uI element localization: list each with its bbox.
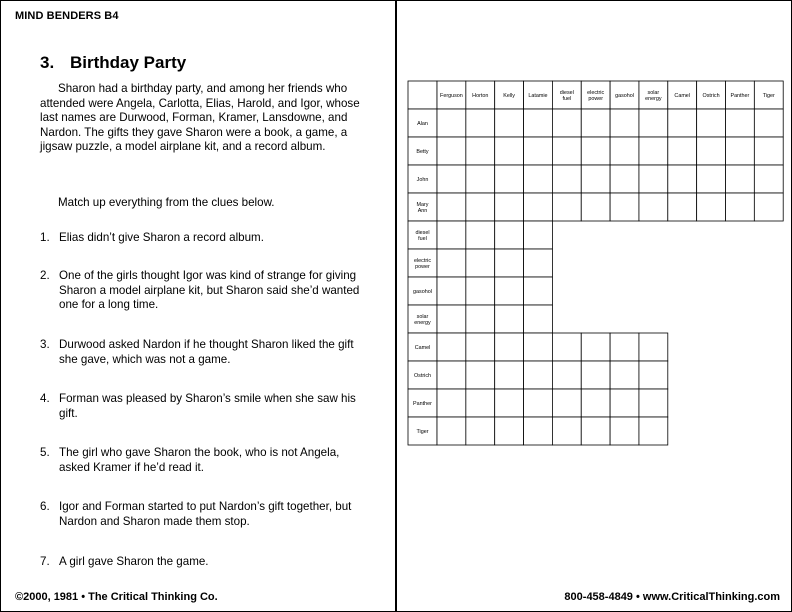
grid-cell[interactable] <box>466 193 495 221</box>
grid-cell[interactable] <box>466 389 495 417</box>
grid-cell[interactable] <box>466 333 495 361</box>
grid-cell[interactable] <box>668 109 697 137</box>
problem-intro: Sharon had a birthday party, and among her friends who attended were Angela, Carlotta, Elias, Harold, and Igor, whose last names are Durwood, Forman, Kramer, Lansdowne, and Nardon. The gifts they gave Sharon were a book, a game, a jigsaw puzzle, a model airplane kit, and a record album. <box>40 82 360 154</box>
grid-cell[interactable] <box>466 137 495 165</box>
grid-cell[interactable] <box>552 109 581 137</box>
clue-number: 2. <box>40 269 50 282</box>
grid-cell[interactable] <box>581 137 610 165</box>
grid-cell[interactable] <box>754 165 783 193</box>
grid-cell[interactable] <box>524 249 553 277</box>
grid-row-label: Alan <box>417 121 428 127</box>
grid-cell[interactable] <box>610 333 639 361</box>
grid-cell[interactable] <box>754 137 783 165</box>
grid-column-label: Horton <box>472 93 489 99</box>
grid-cell[interactable] <box>610 109 639 137</box>
grid-cell[interactable] <box>437 109 466 137</box>
grid-cell[interactable] <box>495 165 524 193</box>
grid-row-label: Tiger <box>416 429 429 435</box>
clue-text: Igor and Forman started to put Nardon’s gift together, but Nardon and Sharon made them stop. <box>59 500 352 528</box>
grid-column-label: Tiger <box>762 93 775 99</box>
grid-column-label: Ferguson <box>440 93 463 99</box>
grid-cell[interactable] <box>466 305 495 333</box>
grid-cell[interactable] <box>495 193 524 221</box>
grid-cell[interactable] <box>610 193 639 221</box>
grid-cell[interactable] <box>610 137 639 165</box>
grid-cell[interactable] <box>437 333 466 361</box>
grid-row-label: solar energy <box>414 313 431 327</box>
grid-cell[interactable] <box>437 249 466 277</box>
series-title: MIND BENDERS B4 <box>15 10 119 22</box>
grid-row-label: electric power <box>413 257 432 271</box>
grid-column-label: electric power <box>587 89 605 103</box>
grid-row-label: Ostrich <box>413 373 432 379</box>
grid-column-label: gasohol <box>615 93 634 99</box>
clue-number: 4. <box>40 392 50 405</box>
grid-cell[interactable] <box>726 193 755 221</box>
grid-cell[interactable] <box>726 165 755 193</box>
grid-cell[interactable] <box>437 137 466 165</box>
footer-copyright: ©2000, 1981 • The Critical Thinking Co. <box>15 591 218 603</box>
grid-cell[interactable] <box>524 109 553 137</box>
grid-cell[interactable] <box>639 333 668 361</box>
grid-row-label: Camel <box>414 345 431 351</box>
grid-cell[interactable] <box>466 221 495 249</box>
grid-corner <box>408 81 437 109</box>
grid-cell[interactable] <box>581 389 610 417</box>
grid-cell[interactable] <box>581 165 610 193</box>
grid-cell[interactable] <box>639 417 668 445</box>
clue-number: 7. <box>40 555 50 568</box>
problem-name: Birthday Party <box>70 53 187 72</box>
grid-column-label: diesel fuel <box>559 89 574 103</box>
problem-instruction: Match up everything from the clues below. <box>58 196 275 209</box>
grid-cell[interactable] <box>437 389 466 417</box>
grid-cell[interactable] <box>610 165 639 193</box>
grid-cell[interactable] <box>639 165 668 193</box>
grid-column-label: Panther <box>730 93 750 99</box>
clue-number: 5. <box>40 446 50 459</box>
clue-text: Forman was pleased by Sharon’s smile when she saw his gift. <box>59 392 356 420</box>
grid-column-label: Ostrich <box>702 93 720 99</box>
grid-cell[interactable] <box>639 137 668 165</box>
grid-cell[interactable] <box>466 361 495 389</box>
grid-cell[interactable] <box>726 137 755 165</box>
grid-cell[interactable] <box>581 333 610 361</box>
grid-cell[interactable] <box>668 165 697 193</box>
grid-cell[interactable] <box>466 277 495 305</box>
grid-cell[interactable] <box>495 277 524 305</box>
grid-column-label: Camel <box>674 93 691 99</box>
grid-cell[interactable] <box>581 193 610 221</box>
grid-cell[interactable] <box>437 221 466 249</box>
grid-cell[interactable] <box>639 389 668 417</box>
grid-column-label: solar energy <box>645 89 662 103</box>
grid-cell[interactable] <box>552 389 581 417</box>
grid-cell[interactable] <box>495 109 524 137</box>
grid-cell[interactable] <box>437 305 466 333</box>
grid-cell[interactable] <box>437 277 466 305</box>
grid-cell[interactable] <box>466 417 495 445</box>
grid-cell[interactable] <box>552 193 581 221</box>
grid-cell[interactable] <box>754 109 783 137</box>
grid-cell[interactable] <box>524 417 553 445</box>
grid-cell[interactable] <box>697 193 726 221</box>
footer-contact: 800-458-4849 • www.CriticalThinking.com <box>564 591 780 603</box>
grid-cell[interactable] <box>466 109 495 137</box>
grid-cell[interactable] <box>437 361 466 389</box>
grid-row-label: gasohol <box>413 289 432 295</box>
grid-cell[interactable] <box>552 361 581 389</box>
grid-cell[interactable] <box>552 417 581 445</box>
grid-cell[interactable] <box>581 109 610 137</box>
grid-cell[interactable] <box>524 389 553 417</box>
grid-cell[interactable] <box>466 249 495 277</box>
grid-cell[interactable] <box>639 109 668 137</box>
grid-row-label: Panther <box>413 401 432 407</box>
grid-cell[interactable] <box>495 221 524 249</box>
grid-cell[interactable] <box>524 137 553 165</box>
grid-cell[interactable] <box>437 417 466 445</box>
grid-cell[interactable] <box>610 361 639 389</box>
grid-cell[interactable] <box>524 361 553 389</box>
grid-cell[interactable] <box>754 193 783 221</box>
grid-cell[interactable] <box>697 165 726 193</box>
grid-cell[interactable] <box>581 361 610 389</box>
grid-cell[interactable] <box>697 109 726 137</box>
clue-number: 6. <box>40 500 50 513</box>
grid-cell[interactable] <box>524 305 553 333</box>
grid-cell[interactable] <box>495 305 524 333</box>
grid-cell[interactable] <box>495 249 524 277</box>
grid-cell[interactable] <box>552 333 581 361</box>
clue-number: 1. <box>40 231 50 244</box>
grid-cell[interactable] <box>668 137 697 165</box>
grid-column-label: Kelly <box>503 93 515 99</box>
grid-cell[interactable] <box>495 137 524 165</box>
grid-cell[interactable] <box>697 137 726 165</box>
grid-row-label: Mary Ann <box>416 201 429 215</box>
grid-row-label: John <box>416 177 429 183</box>
grid-cell[interactable] <box>639 193 668 221</box>
grid-cell[interactable] <box>726 109 755 137</box>
clue-text: A girl gave Sharon the game. <box>59 555 209 568</box>
grid-cell[interactable] <box>524 165 553 193</box>
grid-row-label: diesel fuel <box>415 229 430 243</box>
grid-cell[interactable] <box>466 165 495 193</box>
grid-cell[interactable] <box>639 361 668 389</box>
clue-text: One of the girls thought Igor was kind of strange for giving Sharon a model airplane kit, but Sharon said she’d wanted one for a long time. <box>59 269 360 312</box>
grid-cell[interactable] <box>524 193 553 221</box>
clue-text: The girl who gave Sharon the book, who is not Angela, asked Kramer if he’d read it. <box>59 446 340 474</box>
grid-cell[interactable] <box>668 193 697 221</box>
grid-cell[interactable] <box>552 137 581 165</box>
grid-column-label: Latamie <box>528 93 548 99</box>
grid-cell[interactable] <box>524 277 553 305</box>
grid-cell[interactable] <box>552 165 581 193</box>
grid-cell[interactable] <box>610 389 639 417</box>
clue-number: 3. <box>40 338 50 351</box>
problem-number: 3. <box>40 53 55 72</box>
grid-cell[interactable] <box>495 361 524 389</box>
clue-text: Elias didn’t give Sharon a record album. <box>59 231 264 244</box>
grid-row-label: Betty <box>416 149 429 155</box>
grid-cell[interactable] <box>495 333 524 361</box>
grid-cell[interactable] <box>524 221 553 249</box>
grid-cell[interactable] <box>437 193 466 221</box>
grid-cell[interactable] <box>437 165 466 193</box>
grid-cell[interactable] <box>495 389 524 417</box>
grid-cell[interactable] <box>524 333 553 361</box>
grid-cell[interactable] <box>495 417 524 445</box>
grid-cell[interactable] <box>610 417 639 445</box>
clue-text: Durwood asked Nardon if he thought Sharon liked the gift she gave, which was not a game. <box>59 338 354 366</box>
grid-cell[interactable] <box>581 417 610 445</box>
